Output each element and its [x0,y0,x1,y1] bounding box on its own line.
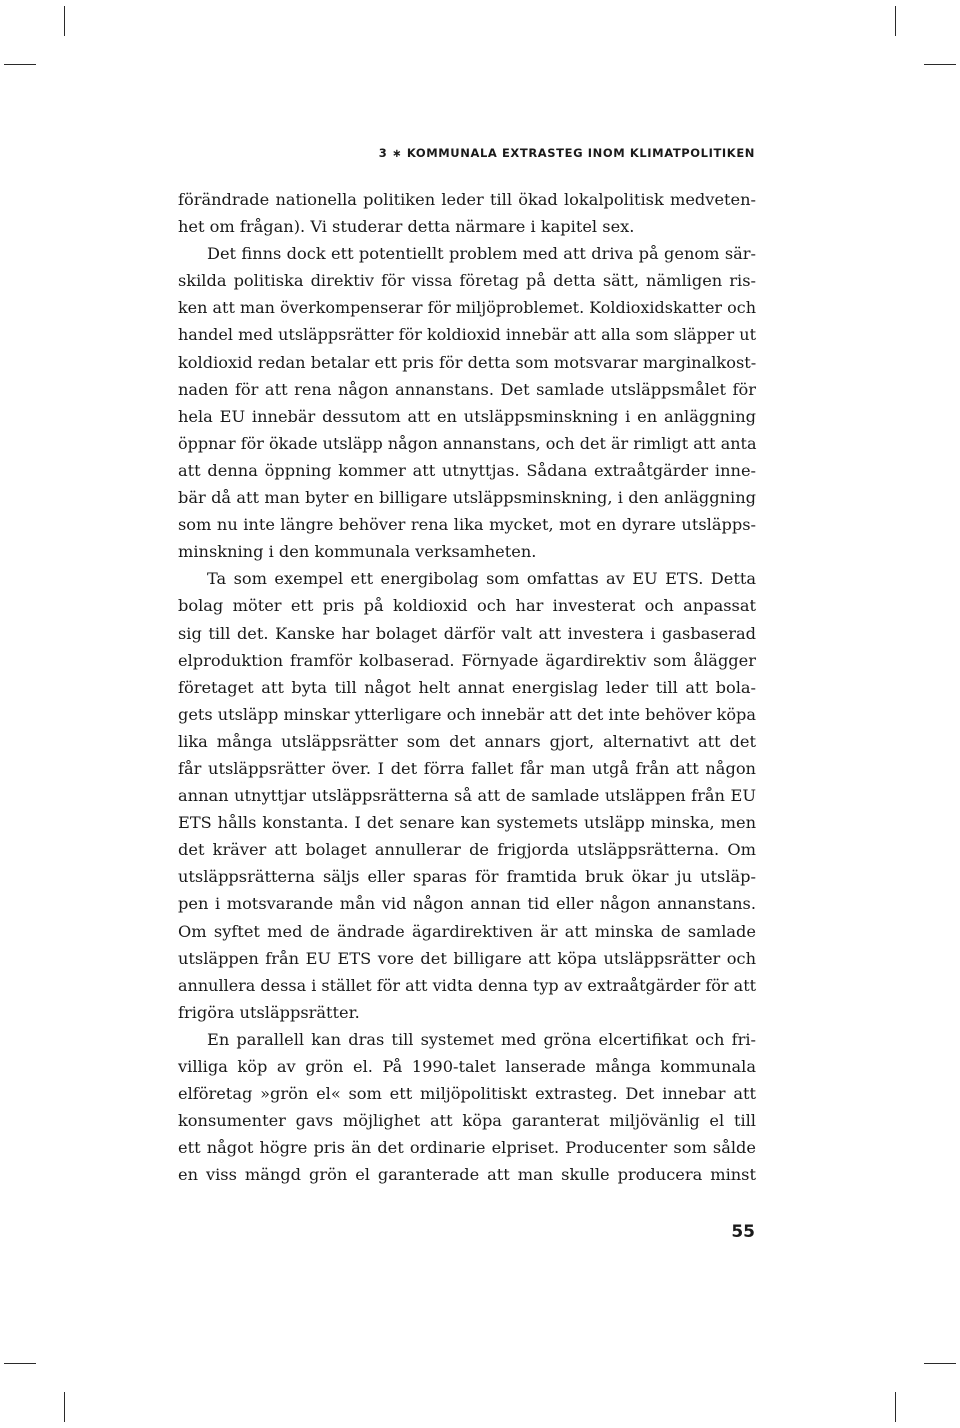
text-line: bolag möter ett pris på koldioxid och har investerat och anpassat [178,596,756,616]
text-line: förändrade nationella politiken leder till ökad lokalpolitisk medveten- [178,190,756,209]
text-line: ken att man överkompenserar för miljöproblemet. Koldioxidskatter och [178,298,756,318]
text-line: sig till det. Kanske har bolaget därför valt att investera i gasbaserad [178,623,756,643]
crop-mark-top-right-horizontal [924,64,956,65]
text-line: bär då att man byter en billigare utsläppsminskning, i den anläggning [178,488,756,508]
text-line: elproduktion framför kolbaserad. Förnyade ägardirektiv som ålägger [178,650,756,670]
text-line: Ta som exempel ett energibolag som omfattas av EU ETS. Detta [207,569,756,589]
text-line: konsumenter gavs möjlighet att köpa garanterat miljövänlig el till [178,1111,756,1131]
text-line: het om frågan). Vi studerar detta närmare i kapitel sex. [178,217,635,237]
text-line: naden för att rena någon annanstans. Det samlade utsläppsmålet för [178,379,756,399]
crop-mark-bottom-right-horizontal [924,1363,956,1364]
text-line: handel med utsläppsrätter för koldioxid innebär att alla som släpper ut [178,325,756,345]
text-line: annullera dessa i stället för att vidta denna typ av extraåtgärder för att [178,975,757,995]
running-head: 3 ∗ KOMMUNALA EXTRASTEG INOM KLIMATPOLITIKEN [378,146,755,160]
crop-mark-bottom-left-vertical [64,1392,65,1422]
text-line: minskning i den kommunala verksamheten. [178,542,537,562]
text-line: En parallell kan dras till systemet med gröna elcertifikat och fri- [207,1029,756,1049]
text-line: Det finns dock ett potentiellt problem med att driva på genom sär- [207,244,756,264]
text-line: Om syftet med de ändrade ägardirektiven är att minska de samlade [178,921,756,941]
crop-mark-bottom-left-horizontal [4,1363,36,1364]
text-line: ett något högre pris än det ordinarie elpriset. Producenter som sålde [178,1138,756,1158]
text-line: som nu inte längre behöver rena lika mycket, mot en dyrare utsläpps- [178,515,756,535]
text-line: annan utnyttjar utsläppsrätterna så att de samlade utsläppen från EU [178,786,756,806]
text-line: hela EU innebär dessutom att en utsläppsminskning i en anläggning [178,406,756,426]
text-line: att denna öppning kommer att utnyttjas. Sådana extraåtgärder inne- [178,460,756,480]
crop-mark-top-left-horizontal [4,64,36,65]
crop-mark-top-left-vertical [64,6,65,36]
text-line: företaget att byta till något helt annat energislag leder till att bola- [178,677,756,697]
body-text [178,186,756,1188]
text-line: frigöra utsläppsrätter. [178,1002,360,1022]
text-line: får utsläppsrätter över. I det förra fallet får man utgå från att någon [178,758,756,778]
text-line: utsläppsrätterna säljs eller sparas för framtida bruk ökar ju utsläp- [178,867,756,887]
crop-mark-top-right-vertical [895,6,896,36]
page-number: 55 [731,1222,755,1242]
text-line: pen i motsvarande mån vid någon annan tid eller någon annanstans. [178,894,756,914]
text-line: öppnar för ökade utsläpp någon annanstans, och det är rimligt att anta [178,433,757,453]
text-line: skilda politiska direktiv för vissa företag på detta sätt, nämligen ris- [178,271,756,291]
crop-mark-bottom-right-vertical [895,1392,896,1422]
text-line: det kräver att bolaget annullerar de frigjorda utsläppsrätterna. Om [178,840,756,860]
text-line: elföretag »grön el« som ett miljöpolitiskt extrasteg. Det innebar att [178,1084,756,1104]
text-line: ETS hålls konstanta. I det senare kan systemets utsläpp minska, men [178,813,756,833]
text-line: en viss mängd grön el garanterade att man skulle producera minst [178,1165,756,1185]
text-line: koldioxid redan betalar ett pris för detta som motsvarar marginalkost- [178,352,757,372]
text-line: utsläppen från EU ETS vore det billigare att köpa utsläppsrätter och [178,948,756,968]
text-line: gets utsläpp minskar ytterligare och innebär att det inte behöver köpa [178,704,756,724]
text-line: villiga köp av grön el. På 1990-talet lanserade många kommunala [178,1057,756,1076]
text-line: lika många utsläppsrätter som det annars gjort, alternativt att det [178,731,756,751]
